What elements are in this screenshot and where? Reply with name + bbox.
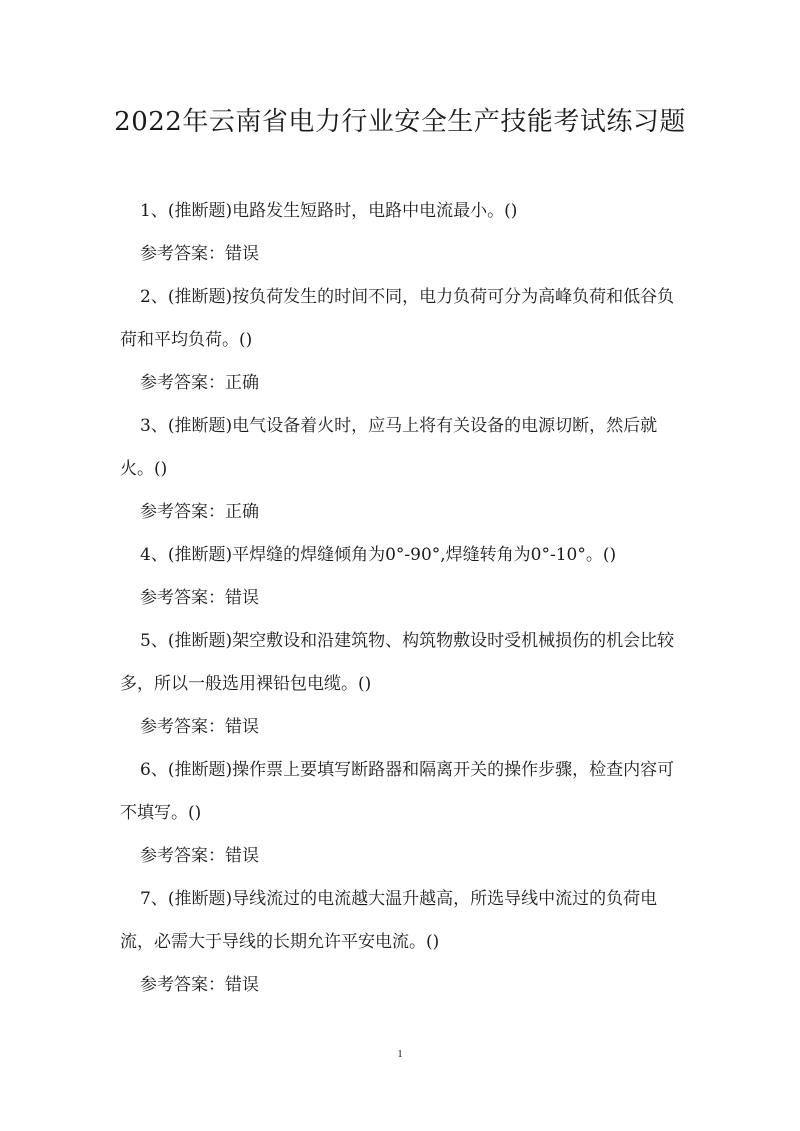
question-list [120, 190, 690, 1007]
document-title: 2022年云南省电力行业安全生产技能考试练习题 [114, 107, 686, 137]
answer-7: 参考答案：错误 [140, 975, 259, 995]
answer-5: 参考答案：错误 [140, 717, 259, 737]
question-5: 5、(推断题)架空敷设和沿建筑物、构筑物敷设时受机械损伤的机会比较多，所以一般选用裸铅包电缆。() [120, 631, 675, 694]
question-1: 1、(推断题)电路发生短路时，电路中电流最小。() [140, 201, 518, 221]
question-7: 7、(推断题)导线流过的电流越大温升越高，所选导线中流过的负荷电流，必需大于导线的长期允许平安电流。() [120, 889, 658, 952]
page-number: 1 [397, 1048, 403, 1060]
answer-6: 参考答案：错误 [140, 846, 259, 866]
answer-4: 参考答案：错误 [140, 588, 259, 608]
answer-1: 参考答案：错误 [140, 244, 259, 264]
question-6: 6、(推断题)操作票上要填写断路器和隔离开关的操作步骤，检查内容可不填写。() [120, 760, 675, 823]
question-4: 4、(推断题)平焊缝的焊缝倾角为0°-90°,焊缝转角为0°-10°。() [140, 545, 617, 565]
answer-3: 参考答案：正确 [140, 502, 259, 522]
question-3: 3、(推断题)电气设备着火时，应马上将有关设备的电源切断，然后就火。() [120, 416, 658, 479]
answer-2: 参考答案：正确 [140, 373, 259, 393]
question-2: 2、(推断题)按负荷发生的时间不同，电力负荷可分为高峰负荷和低谷负荷和平均负荷。() [120, 287, 675, 350]
